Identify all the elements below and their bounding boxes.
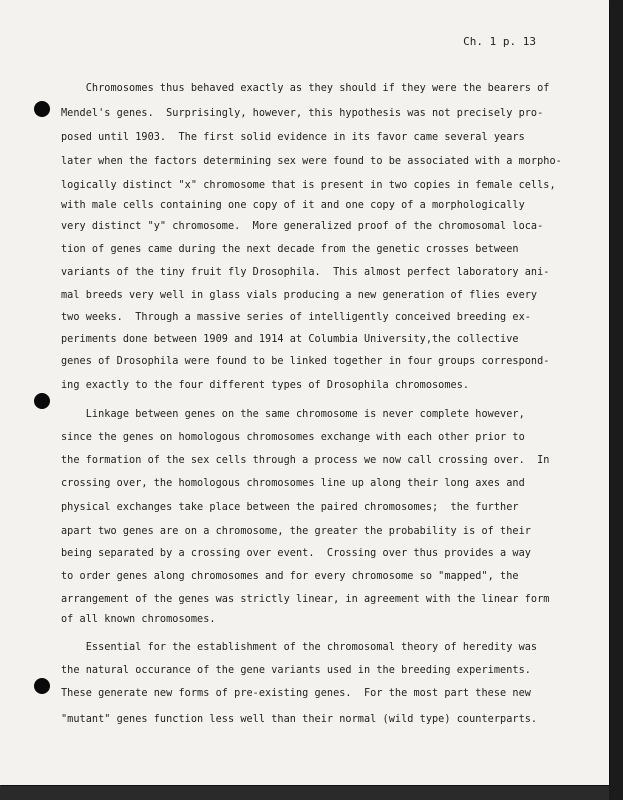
text-line: the natural occurance of the gene variants used in the breeding experiments. — [61, 665, 531, 676]
text-line: with male cells containing one copy of it and one copy of a morphologically — [61, 200, 525, 211]
text-line: tion of genes came during the next decade from the genetic crosses between — [61, 244, 519, 255]
punch-hole-bottom — [34, 678, 50, 694]
text-line: of all known chromosomes. — [61, 614, 216, 625]
text-line: ing exactly to the four different types of Drosophila chromosomes. — [61, 380, 470, 391]
text-line: being separated by a crossing over event. Crossing over thus provides a way — [61, 548, 531, 559]
text-line: These generate new forms of pre-existing genes. For the most part these new — [61, 688, 531, 699]
text-line: Linkage between genes on the same chromosome is never complete however, — [61, 409, 525, 420]
text-line: variants of the tiny fruit fly Drosophila. This almost perfect laboratory ani- — [61, 267, 550, 278]
text-line: two weeks. Through a massive series of intelligently conceived breeding ex- — [61, 312, 531, 323]
text-line: since the genes on homologous chromosomes exchange with each other prior to — [61, 432, 525, 443]
text-line: crossing over, the homologous chromosomes line up along their long axes and — [61, 478, 525, 489]
text-line: posed until 1903. The first solid evidence in its favor came several years — [61, 132, 525, 143]
text-line: apart two genes are on a chromosome, the greater the probability is of their — [61, 526, 531, 537]
text-line: "mutant" genes function less well than their normal (wild type) counterparts. — [61, 714, 538, 725]
text-line: Essential for the establishment of the chromosomal theory of heredity was — [61, 642, 538, 653]
text-line: physical exchanges take place between the paired chromosomes; the further — [61, 502, 519, 513]
scan-background-edge — [609, 0, 623, 800]
text-line: logically distinct "x" chromosome that is present in two copies in female cells, — [61, 180, 556, 191]
text-line: periments done between 1909 and 1914 at Columbia University,the collective — [61, 334, 519, 345]
text-line: to order genes along chromosomes and for every chromosome so "mapped", the — [61, 571, 519, 582]
text-line: mal breeds very well in glass vials producing a new generation of flies every — [61, 290, 538, 301]
text-line: Chromosomes thus behaved exactly as they should if they were the bearers of — [61, 83, 550, 94]
text-line: later when the factors determining sex were found to be associated with a morpho- — [61, 156, 562, 167]
text-line: Mendel's genes. Surprisingly, however, this hypothesis was not precisely pro- — [61, 108, 544, 119]
punch-hole-top — [34, 101, 50, 117]
text-line: arrangement of the genes was strictly linear, in agreement with the linear form — [61, 594, 550, 605]
punch-hole-middle — [34, 393, 50, 409]
text-line: the formation of the sex cells through a process we now call crossing over. In — [61, 455, 550, 466]
page-reference: Ch. 1 p. 13 — [463, 35, 536, 48]
text-line: genes of Drosophila were found to be linked together in four groups correspond- — [61, 356, 550, 367]
text-line: very distinct "y" chromosome. More generalized proof of the chromosomal loca- — [61, 221, 544, 232]
